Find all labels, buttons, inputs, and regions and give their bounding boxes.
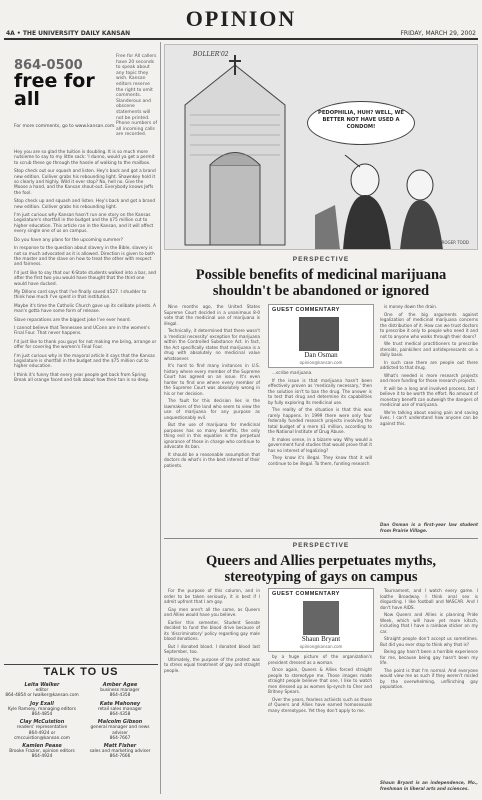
paragraph: Being gay hasn't been a horrible experience for me, because being gay hasn't been my life. (380, 649, 478, 665)
staff-name: Malcolm Gibson (97, 719, 143, 726)
free-for-all-comments (14, 150, 158, 387)
staff-entry (82, 720, 158, 741)
paragraph: Tournament, and I watch every game. I loathe Broadway. I think anal sex is disgusting. I like football and NASCAR. And I don't have AIDS. (380, 588, 478, 610)
paragraph: It makes sense, in a bizarre way. Why would a government fund studies that would prove that it has no interest of legalizing? (268, 436, 372, 453)
article-2-bio: Shaun Bryant is an independence, Mo., freshman in liberal arts and sciences. (380, 780, 478, 791)
paragraph: The reality of the situation is that this was rarely happens. In 1999 there were only four federally funded research projects involving the total budget of a mere $1 million, according to the National Institute of Drug Abuse. (268, 407, 372, 434)
paragraph: Technically, it determined that there wasn't a 'medical necessity' exception for marijuana within the Controlled Substance Act. In fact, the Act specifically states that marijuana is a drug with absolutely no medicinal value whatsoever. (164, 328, 260, 361)
article-2 (164, 542, 478, 585)
header-rule (4, 38, 478, 40)
free-for-all-comment: I'm just curious why in the mayoral article it says that the Kansas Legislature is shortfall in the budget and the $75 million cut to higher education. (14, 353, 155, 370)
paragraph: It should be a reasonable assumption that doctors do what's in the best interest of their patients. (164, 451, 260, 468)
paragraph: For the purpose of this column, and in order to be taken seriously, it is best if I admit upfront that I am gay. (164, 588, 260, 604)
staff-name: Amber Agee (102, 682, 138, 688)
paragraph: Straight people don't accept us sometimes. But did you ever stop to think why that is? (380, 636, 478, 647)
right-area (164, 42, 478, 794)
free-for-all-comment: My Dillons card says that I've finally saved $527. I shudder to think how much I've spent in that institution. (14, 289, 147, 301)
article-2-guest-box (268, 588, 374, 652)
paragraph: Gay men aren't all the same, as Queers and Allies would have you believe. (164, 606, 260, 617)
article-1-author-contact: opinion@kansan.com (299, 360, 343, 365)
paragraph: The point is that I'm normal. And everyone would view me as such if they weren't misled by the overwhelming, unflinching gay population. (380, 667, 478, 689)
section-title: OPINION (185, 6, 297, 31)
article-2-author: Shaun Bryant (301, 635, 341, 643)
dan-osman-photo (299, 317, 339, 351)
free-for-all-comment: Stop check out our squash and listen. Hey's back and got a brand new edition. Colliver grabs his rebounding light. Shawnkey hold it so clearly and highly. Wild it ever stop? No, hell no. Give the Moose a hand, and the Kansan shout-out. Everybody knows Jeffs the fool. (14, 169, 156, 196)
staff-contact: 864-4358 (109, 693, 131, 699)
paragraph: We trust medical practitioners to prescribe steroids, painkillers and antidepressants on a daily basis. (380, 341, 478, 357)
paragraph: Ultimately, the purpose of the protest was to stress equal treatment of gay and straight people. (164, 656, 260, 673)
paragraph: Earlier this semester, Student Senate decided to fund the blood drive because of its 'discriminatory' policy regarding gay male blood donations. (164, 619, 260, 641)
staff-entry (4, 720, 80, 741)
free-for-all-comment: I think it's funny that every year people get back from Spring Break all orange faced and talk about how their tan is so deep. (14, 372, 150, 384)
article-1-headline: Possible benefits of medicinal marijuana shouldn't be abandoned or ignored (195, 267, 447, 299)
staff-contact: 864-4924 or cmccuistion@kansan.com (14, 730, 70, 741)
paragraph: Nine months ago, the United States Supreme Court decided in a unanimous 8-0 vote that the medicinal use of marijuana is illegal. (164, 304, 260, 326)
article-2-column-3 (380, 588, 478, 778)
article-2-headline: Queers and Allies perpetuates myths, stereotyping of gays on campus (206, 553, 436, 585)
staff-name: Kamlen Pease (22, 743, 62, 750)
staff-entry (82, 744, 158, 760)
free-for-all-title (14, 72, 95, 108)
cartoon-signature: BOLLER'02 (193, 51, 229, 58)
paragraph: by a huge picture of the organization's president dressed as a woman. (268, 654, 372, 665)
page-header (0, 0, 482, 40)
cartoon-drawing (165, 45, 478, 250)
paragraph: One of the big arguments against legalization of medicinal marijuana concerns the distribution of it. How can we trust doctors to prescribe it only to people who need it and not to anyone who walks through their doors? (380, 311, 478, 339)
article-1-column-3 (380, 304, 478, 520)
free-for-all-comment: In response to the question about slavery in the Bible, slavery is not so much advocated as it is allowed. Direction is given to both the master and the slave on how to treat the other with respect and fairness. (14, 246, 155, 268)
paragraph: The fault for this decision lies in the lawmakers of the land who seem to view the use of marijuana for any purpose as unquestionably evil. (164, 398, 260, 420)
article-2-author-contact: opinion@kansan.com (299, 644, 343, 649)
article-1-author: Dan Osman (304, 351, 338, 359)
staff-role: Kyle Ramsey, managing editors (8, 706, 76, 712)
staff-entry (4, 702, 80, 718)
staff-role: general manager and news adviser (90, 725, 150, 736)
page-folio: 4A • THE UNIVERSITY DAILY KANSAN (6, 30, 131, 37)
free-for-all-box (4, 44, 158, 144)
staff-contact: 864-7666 (109, 754, 131, 760)
staff-entry (4, 744, 80, 760)
free-for-all-comment: I'd just like to say that our K-State students walked into a bar, and after the first two you would have thought that the third one would have ducked. (14, 270, 157, 287)
free-for-all-comment: I'm just curious why Kansan hasn't run one story on the Kansas Legislature's shortfall in the budget and the $75 million cut to higher education. This article ran in the Kansan, and it will affect every single one of us on campus. (14, 213, 154, 235)
talk-to-us-title: TALK TO US (43, 666, 119, 678)
paragraph: It's hard to find many instances in U.S. history where every member of the Supreme Court has agreed on an issue. It's even harder to find one where every member of the Supreme Court was absolutely wrong in his or her decision. (164, 363, 260, 396)
staff-contact: 864-4854 or lwalker@kansan.com (5, 693, 79, 699)
cartoon-speech-bubble: PEDOPHILIA, HUH? WELL, WE BETTER NOT HAVE USED A CONDOM! (307, 101, 415, 145)
paragraph: is money down the drain. (384, 304, 438, 309)
staff-column-1 (4, 680, 80, 760)
free-for-all-comment: Hey you are so glad the tuition is doubling. It is so much more nutsieme to say to my little sack: 'I dunno, would ya get a permit to scrub these go through the hassle of walking to the mailbox. (14, 150, 155, 166)
staff-contact: 864-4924 (31, 754, 53, 760)
article-2-guest-title: GUEST COMMENTARY (272, 591, 340, 597)
paragraph: If the issue is that marijuana hasn't been effectively proven as 'medically necessary,' then the solution isn't to ban the drug. The answer is to test that drug and determine its capabilities by fully exploring its medicinal use. (268, 377, 372, 405)
staff-name: Kate Mahoney (99, 700, 141, 707)
staff-role: editor (35, 688, 49, 694)
staff-name: Leita Walker (24, 682, 60, 688)
paragraph: ...scribe marijuana. (272, 370, 313, 375)
paragraph: Now Queers and Allies is planning Pride Week, which will have yet more kitsch, including that I have a rainbow sticker on my car. (380, 612, 478, 634)
article-1-guest-title: GUEST COMMENTARY (272, 307, 340, 313)
free-for-all-description: Free for All callers have 20 seconds to speak about any topic they wish. Kansan editors reserve the right to omit comments. Slanderous and obscene statements will not be printed. Phone numbers of all incoming calls are recorded. (116, 54, 158, 138)
staff-contact: 864-7667 (109, 735, 131, 741)
staff-name: Matt Fisher (103, 743, 137, 750)
staff-role: retail sales manager (97, 706, 142, 712)
staff-name: Clay McCuistion (19, 719, 65, 726)
shaun-bryant-photo (303, 601, 339, 635)
free-for-all-title-line1: free for (14, 70, 95, 92)
staff-entry (82, 702, 158, 718)
article-2-column-1 (164, 588, 260, 792)
free-for-all-comment: Maybe it's time the Catholic Church gave up its celibate priests. A man's gotta have some form of release. (14, 303, 156, 315)
staff-role: Brooke Frazier, opinion editors (9, 749, 75, 755)
talk-rule (4, 664, 158, 665)
paragraph: What's needed is more research projects and more funding for those research projects. (380, 372, 478, 383)
free-for-all-comment: Do you have any plans for the upcoming summer? (14, 237, 123, 243)
paragraph: It will be a long and involved process, but I believe it to be worth the effort. No amount of monetary benefit can outweigh the dangers of medicinal use of marijuana. (380, 385, 478, 407)
free-for-all-title-line2: all (14, 88, 40, 110)
staff-role: readers' representative (16, 725, 68, 731)
staff-contact: 864-4358 (109, 712, 131, 718)
page-date: FRIDAY, MARCH 29, 2002 (400, 30, 476, 37)
paragraph: Over the years, fearless activists such as those of Queers and Allies have earned homosexuals many stereotypes. Yet they don't apply to me. (268, 696, 372, 713)
paragraph: In such case there are people out there addicted to that drug. (380, 359, 478, 370)
free-for-all-comment: I cannot believe that Tennessee and UConn are in the women's Final Four. That never happens. (14, 325, 150, 337)
free-for-all-web-note: For more comments, go to www.kansan.com. (14, 124, 116, 129)
free-for-all-comment: Stop check up and squash and listen. Hey's back and got a brand new edition. Colliver grabs his rebounding light. (14, 199, 156, 210)
staff-contact: 864-4854 (31, 712, 53, 718)
paragraph: But the use of marijuana for medicinal purposes has so many benefits, the only thing evil in this equation is the perpetual ignorance of those in charge who continue to advocate its ban. (164, 422, 260, 449)
article-2-column-2 (268, 654, 372, 792)
staff-role: business manager (100, 688, 140, 694)
staff-role: sales and marketing adviser (89, 749, 151, 755)
staff-column-2 (82, 680, 158, 760)
article-divider (164, 538, 478, 539)
staff-name: Joy Exall (30, 700, 54, 707)
left-column (4, 42, 161, 794)
staff-entry (4, 683, 80, 699)
paragraph: Once again, Queers & Allies forced straight people to stereotype me. Those images made straight people believe that one, I like to watch men dressed up as women lip-synch to Cher and Britney Spears. (268, 667, 372, 694)
article-2-label: PERSPECTIVE (292, 542, 350, 549)
article-1-column-2 (268, 370, 372, 532)
paragraph: But I donated blood. I donated blood last September, too. (164, 643, 260, 654)
article-1-bio: Dan Osman is a first-year law student from Prairie Village. (380, 522, 478, 533)
free-for-all-comment: Slave reparations are the biggest joke I've ever heard. (14, 317, 131, 323)
free-for-all-comment: I'd just like to thank you guys for not making me bring, arrange or offer for covering the women's Final Four. (14, 339, 157, 351)
free-for-all-number: 864-0500 (14, 58, 83, 73)
talk-to-us-box (4, 664, 158, 794)
article-1 (164, 256, 478, 299)
paragraph: We're talking about easing pain and saving lives. I can't understand how anyone can be against this. (380, 409, 478, 426)
editorial-cartoon (164, 44, 478, 250)
article-1-label: PERSPECTIVE (292, 256, 350, 263)
article-1-guest-box (268, 304, 374, 368)
cartoon-credit: DWIGHT ROGER TODD (423, 240, 469, 245)
paragraph: They know it's illegal. They know that it will continue to be illegal. To them, funding research (268, 455, 372, 466)
article-1-column-1 (164, 304, 260, 532)
staff-entry (82, 683, 158, 699)
